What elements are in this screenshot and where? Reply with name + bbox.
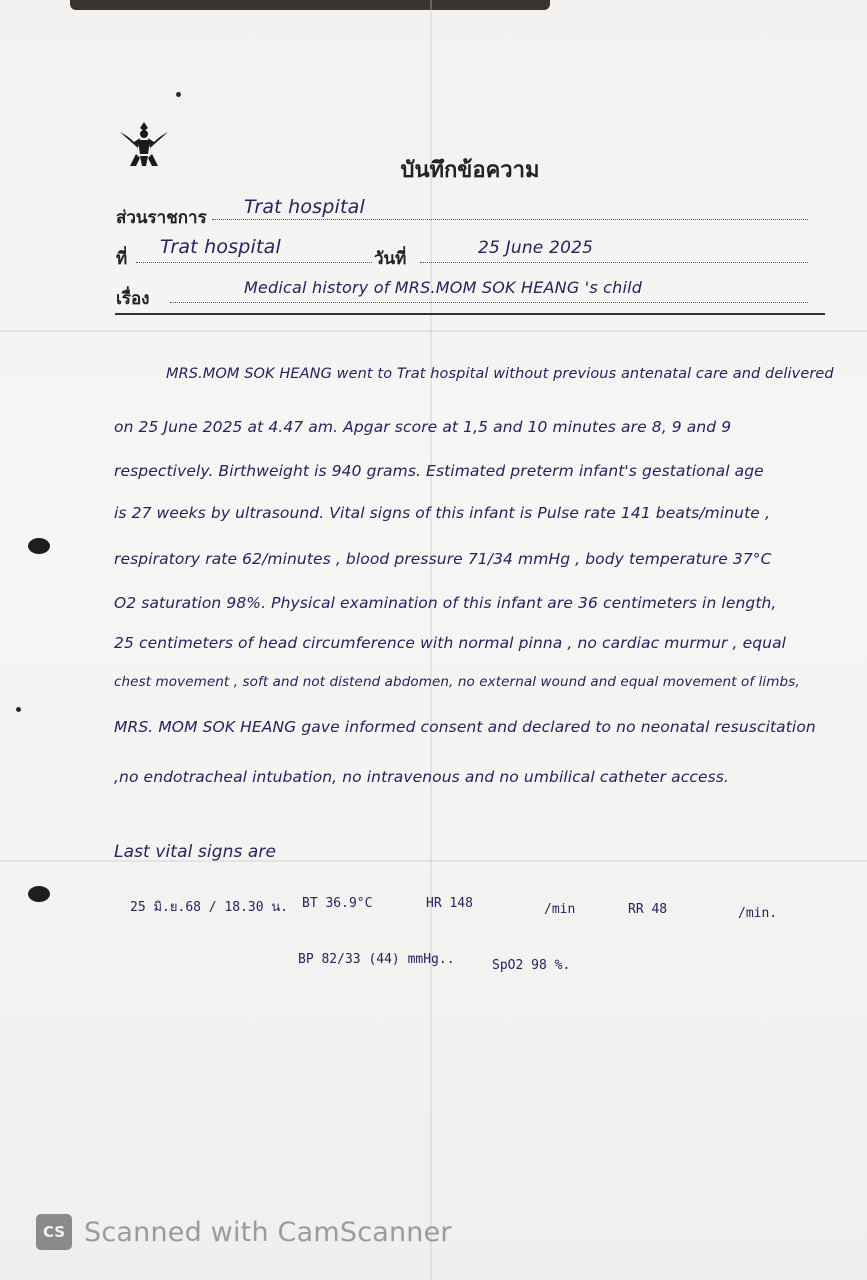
body-line: respiratory rate 62/minutes , blood pressure 71/34 mmHg , body temperature 37°C — [114, 550, 772, 568]
body-line: on 25 June 2025 at 4.47 am. Apgar score at 1,5 and 10 minutes are 8, 9 and 9 — [114, 418, 732, 436]
vitals-respiratory-rate: RR 48 — [628, 902, 668, 917]
watermark-text: Scanned with CamScanner — [84, 1216, 452, 1248]
paper-top-edge — [70, 0, 550, 10]
punch-hole — [28, 538, 50, 554]
reference-label: ที่ — [116, 249, 128, 269]
date-label: วันที่ — [374, 249, 407, 269]
body-line: 25 centimeters of head circumference with normal pinna , no cardiac murmur , equal — [114, 634, 787, 652]
subject-dotted-line — [170, 302, 808, 303]
vitals-body-temperature: BT 36.9°C — [302, 896, 373, 911]
date-dotted-line — [420, 262, 808, 263]
vitals-heart-rate: HR 148 — [426, 896, 473, 911]
department-value: Trat hospital — [244, 196, 365, 218]
camscanner-logo-icon: CS — [36, 1214, 72, 1250]
ink-dot — [176, 92, 181, 97]
ink-dot — [16, 707, 21, 712]
vitals-heart-rate-unit: /min — [544, 902, 576, 917]
header-divider — [115, 313, 825, 315]
vitals-spo2: SpO2 98 %. — [492, 958, 571, 973]
body-line: chest movement , soft and not distend abdomen, no external wound and equal movement of limbs, — [114, 674, 800, 690]
reference-value: Trat hospital — [160, 236, 281, 258]
body-line: ,no endotracheal intubation, no intravenous and no umbilical catheter access. — [114, 768, 729, 786]
memo-title: บันทึกข้อความ — [400, 157, 540, 183]
punch-hole — [28, 886, 50, 902]
subject-label: เรื่อง — [116, 289, 150, 309]
garuda-emblem-icon — [116, 118, 172, 174]
department-label: ส่วนราชการ — [116, 208, 207, 228]
subject-value: Medical history of MRS.MOM SOK HEANG 's child — [244, 278, 643, 297]
vitals-datetime: 25 มิ.ย.68 / 18.30 น. — [130, 900, 289, 915]
vitals-respiratory-rate-unit: /min. — [738, 906, 778, 921]
vitals-blood-pressure: BP 82/33 (44) mmHg.. — [298, 952, 455, 967]
reference-dotted-line — [136, 262, 372, 263]
body-line: is 27 weeks by ultrasound. Vital signs of this infant is Pulse rate 141 beats/minute , — [114, 504, 770, 522]
body-line: MRS. MOM SOK HEANG gave informed consent and declared to no neonatal resuscitation — [114, 718, 816, 736]
body-line: O2 saturation 98%. Physical examination of this infant are 36 centimeters in length, — [114, 594, 777, 612]
camscanner-watermark — [36, 1212, 452, 1252]
last-vitals-heading: Last vital signs are — [114, 842, 277, 862]
paper-crease — [0, 330, 867, 332]
date-value: 25 June 2025 — [478, 238, 594, 258]
body-line: respectively. Birthweight is 940 grams. Estimated preterm infant's gestational age — [114, 462, 764, 480]
department-dotted-line — [212, 219, 808, 220]
body-line: MRS.MOM SOK HEANG went to Trat hospital without previous antenatal care and delivered — [166, 366, 834, 382]
